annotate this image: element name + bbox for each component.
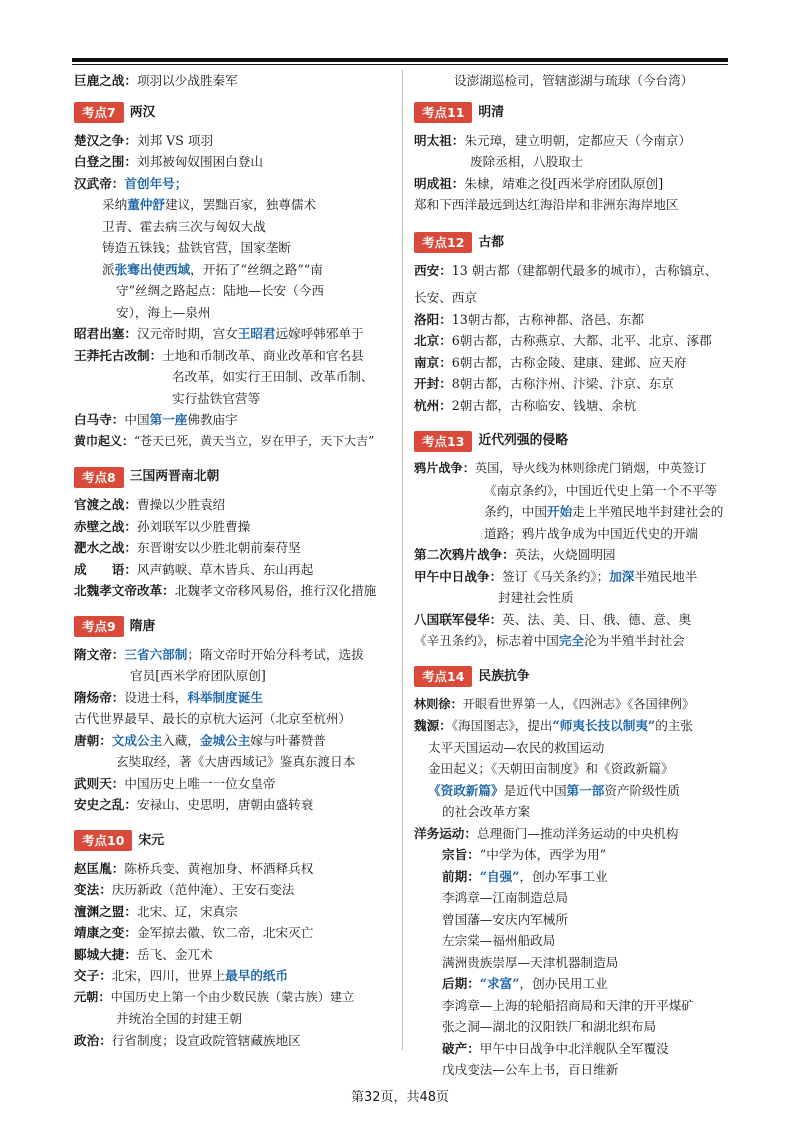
- column-divider: [402, 70, 403, 1050]
- text: 铸造五铢钱；盐铁官营，国家垄断: [102, 240, 291, 255]
- text: 条约，中国: [484, 504, 547, 519]
- entry-xian-cont: 长安、西京: [414, 290, 477, 305]
- entry-xian: 西安：13 朝古都（建都朝代最多的城市），古称镐京、: [414, 262, 718, 278]
- section-9-header: [74, 616, 392, 638]
- entry-anshi: 安史之乱：安禄山、史思明，唐朝由盛转衰: [74, 797, 314, 812]
- section-12-header: [414, 232, 730, 254]
- left-column: [74, 70, 392, 1050]
- entry-zizheng: 《资政新篇》是近代中国第一部资产阶级性质: [428, 782, 680, 798]
- entry-tang-cont: 玄奘取经，著《大唐西域记》鉴真东渡日本: [116, 754, 356, 769]
- entry-text: 6朝古都，古称金陵、建康、建邺、应天府: [451, 354, 687, 370]
- entry-qianqi: 前期：“自强”，创办军事工业: [442, 868, 608, 884]
- text: 卫青、霍去病三次与匈奴大战: [102, 218, 266, 234]
- section-7-badge: 考点7: [74, 102, 124, 123]
- entry-key: 南京：: [414, 354, 452, 370]
- text: 守”丝绸之路起点：陆地—长安（今西: [116, 283, 324, 298]
- entry-taizu: 明太祖：朱元璋，建立明朝，定都应天（今南京）: [414, 132, 692, 148]
- section-13-badge: 考点13: [414, 431, 472, 452]
- entry-key: 淝水之战：: [74, 540, 137, 555]
- entry-key: 北京：: [414, 333, 452, 348]
- section-7-header: [74, 102, 392, 124]
- capital-row: [414, 373, 730, 395]
- entry-taizu-cont: 废除丞相，八股取士: [470, 154, 584, 169]
- entry-wangmang: 王莽托古改制：土地和币制改革、商业改革和官名县: [74, 347, 364, 363]
- section-13-title: 近代列强的侵略: [478, 433, 568, 449]
- entry-key: 成 语：: [74, 561, 137, 577]
- text: 派: [102, 261, 115, 277]
- entry-row: 楚汉之争：刘邦 VS 项羽: [74, 132, 214, 148]
- entry-linzexu: 林则徐：开眼看世界第一人，《四洲志》《各国律例》: [414, 696, 695, 711]
- capital-row: [414, 330, 730, 352]
- entry-jiaozi: 交子：北宋，四川，世界上最早的纸币: [74, 968, 289, 983]
- entry-text: 孙刘联军以少胜曹操: [136, 518, 251, 534]
- wudi-line: [74, 194, 392, 216]
- section-10-badge: 考点10: [74, 830, 132, 851]
- highlight: 张骞出使西域: [114, 261, 191, 277]
- entry-row: [74, 944, 392, 966]
- entry-yuan-cont: 并统治全国的封建王朝: [116, 1011, 242, 1026]
- entry-row: [74, 537, 392, 559]
- entry-yuan: 元朝：中国历史上第一个由少数民族（蒙古族）建立: [74, 989, 355, 1004]
- section-14-badge: 考点14: [414, 666, 472, 687]
- section-11-header: [414, 102, 730, 124]
- entry-key: 洛阳：: [414, 311, 452, 327]
- entry-wuxu: 戊戌变法—公车上书，百日维新: [442, 1062, 619, 1077]
- entry-baguo: 八国联军侵华：英、法、美、日、俄、德、意、奥: [414, 611, 692, 627]
- entry-row: [74, 901, 392, 923]
- entry-text: 北宋、辽，宋真宗: [136, 903, 238, 919]
- entry-text: 13朝古都，古称神都、洛邑、东都: [451, 311, 645, 327]
- section-14-header: [414, 666, 730, 688]
- section-9-badge: 考点9: [74, 616, 124, 637]
- entry-weiyuan: 魏源：《海国图志》，提出“师夷长技以制夷”的主张: [414, 718, 693, 733]
- entry-yangwu: 洋务运动：总理衙门—推动洋务运动的中央机构: [414, 825, 679, 841]
- entry-key: 澶渊之盟：: [74, 903, 137, 919]
- entry-key: 杭州：: [414, 397, 452, 413]
- text: 建议，罢黜百家，独尊儒术: [164, 197, 317, 212]
- entry-text: 曹操以少胜袁绍: [136, 497, 226, 512]
- entry-jiawu: 甲午中日战争：签订《马关条约》；加深半殖民地半: [414, 568, 698, 584]
- text: 采纳: [102, 197, 128, 212]
- wudi-line: [74, 216, 392, 238]
- entry-text: 金军掠去徽、钦二帝，北宋灭亡: [136, 925, 314, 940]
- entry-dayunhe: 古代世界最早、最长的京杭大运河（北京至杭州）: [74, 711, 352, 726]
- entry-xingsheng: 政治：行省制度；设宣政院管辖藏族地区: [74, 1032, 301, 1048]
- entry-text: 8朝古都，古称汴州、汴梁、汴京、东京: [451, 376, 674, 391]
- wudi-line: [74, 302, 392, 324]
- section-10-list: [74, 858, 392, 966]
- entry-row: [74, 858, 392, 880]
- entry-tang: 唐朝：文成公主入藏，金城公主嫁与叶蕃赞普: [74, 732, 326, 748]
- wudi-line: [74, 280, 392, 302]
- capital-row: [414, 395, 730, 417]
- header-rule-thin: [72, 64, 728, 65]
- entry-row: [74, 922, 392, 944]
- entry-jiawu-cont: 封建社会性质: [498, 590, 574, 605]
- entry-suiwen-cont: 官员[西米学府团队原创]: [130, 668, 266, 683]
- section-8-list: [74, 494, 392, 602]
- wudi-line: [74, 237, 392, 259]
- entry-row: [74, 494, 392, 516]
- entry-text: 庆历新政（范仲淹）、王安石变法: [111, 882, 295, 897]
- highlight: 董仲舒: [127, 197, 165, 212]
- entry-text: 风声鹤唳、草木皆兵、东山再起: [136, 561, 314, 577]
- yapian-line: [414, 480, 730, 502]
- section-14-title: 民族抗争: [478, 668, 530, 684]
- entry-chengzu: 明成祖：朱棣，靖难之役[西米学府团队原创]: [414, 175, 664, 191]
- entry-key: 靖康之变：: [74, 925, 137, 940]
- entry-row: 汉武帝：首创年号；: [74, 175, 188, 191]
- entry-suiwen: 隋文帝：三省六部制；隋文帝时开始分科考试，选拔: [74, 646, 364, 662]
- entry-zizheng-cont: 的社会改革方案: [442, 804, 531, 819]
- entry-zhaojun: 昭君出塞：汉元帝时期，宫女王昭君远嫁呼韩邪单于: [74, 326, 364, 341]
- entry-key: 赤壁之战：: [74, 518, 137, 534]
- text: 走上半殖民地半封建社会的: [572, 504, 724, 519]
- entry-key: 赵匡胤：: [74, 860, 125, 876]
- entry-wangmang-cont: 名改革，如实行王田制、改革币制、: [172, 369, 374, 384]
- entry-row: [74, 879, 392, 901]
- entry-key: 官渡之战：: [74, 497, 137, 512]
- wudi-line: [74, 259, 392, 281]
- section-9-title: 隋唐: [129, 618, 156, 634]
- right-column: [414, 70, 730, 1077]
- section-11-badge: 考点11: [414, 102, 472, 123]
- qianqi-item: 满洲贵族崇厚—天津机器制造局: [442, 954, 619, 970]
- entry-key: 开封：: [414, 376, 452, 391]
- entry-suiyang: 隋炀帝：设进士科，科举制度诞生: [74, 689, 263, 705]
- entry-zhenghe: 郑和下西洋最远到达红海沿岸和非洲东海岸地区: [414, 197, 679, 212]
- capital-row: [414, 352, 730, 374]
- text: 道路；鸦片战争成为中国近代史的开端: [484, 525, 699, 541]
- entry-baima: 白马寺：中国第一座佛教庙宇: [74, 412, 238, 427]
- entry-text: 6朝古都，古称燕京、大都、北平、北京、涿郡: [451, 333, 712, 348]
- section-7-title: 两汉: [129, 104, 156, 120]
- entry-key: 北魏孝文帝改革：: [74, 583, 175, 598]
- entry-huangjin: 黄巾起义：“苍天已死，黄天当立，岁在甲子，天下大吉”: [74, 433, 375, 448]
- text: 《南京条约》，中国近代史上第一个不平等: [484, 482, 717, 498]
- highlight: 开始: [546, 504, 573, 519]
- text: ，开拓了“丝绸之路”“南: [190, 261, 323, 277]
- capital-row: [414, 309, 730, 331]
- entry-row: 白登之围：刘邦被匈奴围困白登山: [74, 154, 263, 169]
- houqi-item: 张之洞—湖北的汉阳铁厂和湖北织布局: [442, 1019, 657, 1034]
- entry-text: 北魏孝文帝移风易俗，推行汉化措施: [174, 583, 377, 598]
- entry-taiping: 太平天国运动—农民的救国运动: [428, 739, 605, 755]
- entry-row: [74, 516, 392, 538]
- section-10-header: [74, 830, 392, 852]
- qianqi-item: 李鸿章—江南制造总局: [442, 890, 568, 905]
- entry-wuzetian: 武则天：中国历史上唯一一位女皇帝: [74, 775, 276, 791]
- qianqi-item: 曾国藩—安庆内军械所: [442, 911, 568, 927]
- entry-key: 变法：: [74, 882, 112, 897]
- entry-zongzhi: 宗旨：“中学为体，西学为用”: [442, 847, 607, 862]
- entry-row: [74, 559, 392, 581]
- section-8-badge: 考点8: [74, 467, 124, 488]
- entry-row: [74, 580, 392, 602]
- text: 安），海上—泉州: [116, 304, 211, 320]
- entry-text: 2朝古都，古称临安、钱塘、余杭: [451, 397, 637, 413]
- entry-houqi: 后期：“求富”，创办民用工业: [442, 976, 608, 991]
- yapian-line: [414, 523, 730, 545]
- entry-text: 岳飞、金兀术: [136, 946, 213, 962]
- section-8-title: 三国两晋南北朝: [129, 469, 220, 485]
- entry-wangmang-cont: 实行盐铁官营等: [172, 390, 261, 406]
- section-10-title: 宋元: [138, 832, 164, 848]
- qianqi-list: [414, 887, 730, 973]
- entry-key: 郾城大捷：: [74, 946, 137, 962]
- header-rule: [72, 58, 728, 62]
- section-12-title: 古都: [478, 234, 504, 250]
- entry-taiping: 金田起义；《天朝田亩制度》和《资政新篇》: [428, 761, 674, 776]
- section-13-header: [414, 430, 730, 452]
- section-12-badge: 考点12: [414, 232, 472, 253]
- qianqi-item: 左宗棠—福州船政局: [442, 933, 556, 948]
- section-8-header: [74, 466, 392, 488]
- houqi-list: [414, 995, 730, 1038]
- houqi-item: 李鸿章—上海的轮船招商局和天津的开平煤矿: [442, 997, 694, 1013]
- entry-pochan: 破产：甲午中日战争中北洋舰队全军覆没: [442, 1040, 669, 1056]
- page-footer: 第32页，共48页: [350, 1090, 450, 1105]
- entry-yapian: 鸦片战争：英国，导火线为林则徐虎门销烟，中英签订: [414, 461, 707, 475]
- entry-baguo-cont: 《辛丑条约》，标志着中国完全沦为半殖半封社会: [414, 633, 685, 648]
- entry-julu: 巨鹿之战：项羽以少战胜秦军: [74, 73, 238, 88]
- entry-penghu: 设澎湖巡检司，管辖澎湖与琉球（今台湾）: [454, 73, 694, 88]
- yapian-details: [414, 480, 730, 545]
- entry-yapian2: 第二次鸦片战争：英法，火烧圆明园: [414, 547, 616, 562]
- capitals-list: [414, 309, 730, 417]
- entry-text: 东晋谢安以少胜北朝前秦苻坚: [136, 540, 301, 555]
- yapian-line: [414, 501, 730, 523]
- wudi-details: [74, 194, 392, 323]
- entry-text: 陈桥兵变、黄袍加身、杯酒释兵权: [124, 860, 314, 876]
- section-11-title: 明清: [478, 104, 504, 120]
